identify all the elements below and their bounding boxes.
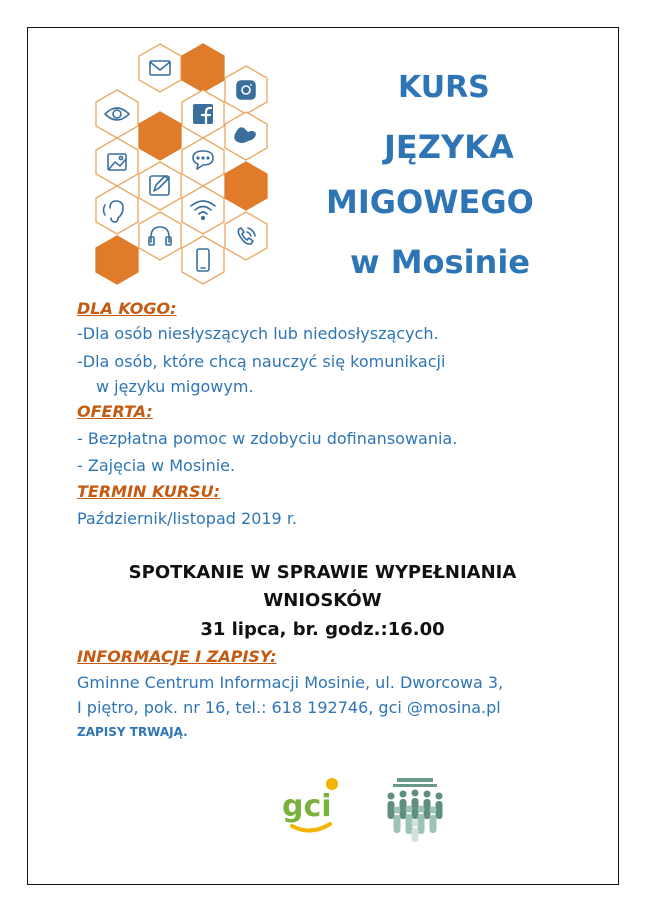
organization-logo xyxy=(383,776,447,844)
meeting-line-2: WNIOSKÓW xyxy=(263,590,382,611)
oferta-line-2: - Zajęcia w Mosinie. xyxy=(77,456,236,475)
ear-hex xyxy=(96,186,138,234)
instagram-icon xyxy=(237,81,255,99)
orange-hex xyxy=(182,44,224,92)
mail-hex xyxy=(139,44,181,92)
dla-kogo-line-2: -Dla osób, które chcą nauczyć się komunikacji xyxy=(77,352,446,371)
eye-hex xyxy=(96,90,138,138)
meeting-line-1: SPOTKANIE W SPRAWIE WYPEŁNIANIA xyxy=(128,562,517,583)
termin-heading: TERMIN KURSU: xyxy=(77,482,221,501)
gci-logo xyxy=(278,776,344,842)
meeting-date-time: 31 lipca, br. godz.:16.00 xyxy=(200,619,445,640)
title-line-kurs: KURS xyxy=(398,70,490,105)
info-line-2: I piętro, pok. nr 16, tel.: 618 192746, gci @mosina.pl xyxy=(77,698,501,717)
gci-logo-text: gci xyxy=(282,789,332,824)
info-heading: INFORMACJE I ZAPISY: xyxy=(77,647,277,666)
oferta-line-1: - Bezpłatna pomoc w zdobyciu dofinansowania. xyxy=(77,429,458,448)
dla-kogo-line-1: -Dla osób niesłyszących lub niedosłyszących. xyxy=(77,324,439,343)
mobile-hex xyxy=(182,236,224,284)
image-hex xyxy=(96,138,138,186)
info-line-1: Gminne Centrum Informacji Mosinie, ul. Dworcowa 3, xyxy=(77,673,504,692)
headphones-hex xyxy=(139,212,181,260)
dla-kogo-line-3: w języku migowym. xyxy=(96,377,254,396)
title-line-migowego: MIGOWEGO xyxy=(326,183,534,221)
orange-hex-3 xyxy=(225,162,267,210)
chat-hex xyxy=(182,138,224,186)
orange-hex-4 xyxy=(96,236,138,284)
termin-value: Październik/listopad 2019 r. xyxy=(77,509,298,528)
dla-kogo-heading: DLA KOGO: xyxy=(77,299,177,318)
orange-hex-2 xyxy=(139,112,181,160)
title-line-w-mosinie: w Mosinie xyxy=(350,243,530,281)
info-zapisy: ZAPISY TRWAJĄ. xyxy=(77,725,188,739)
facebook-icon xyxy=(193,104,213,124)
wifi-hex xyxy=(182,186,224,234)
hexagon-icon-collage xyxy=(80,38,280,298)
oferta-heading: OFERTA: xyxy=(77,402,153,421)
phone-hex xyxy=(225,212,267,260)
title-line-jezyka: JĘZYKA xyxy=(384,128,514,166)
